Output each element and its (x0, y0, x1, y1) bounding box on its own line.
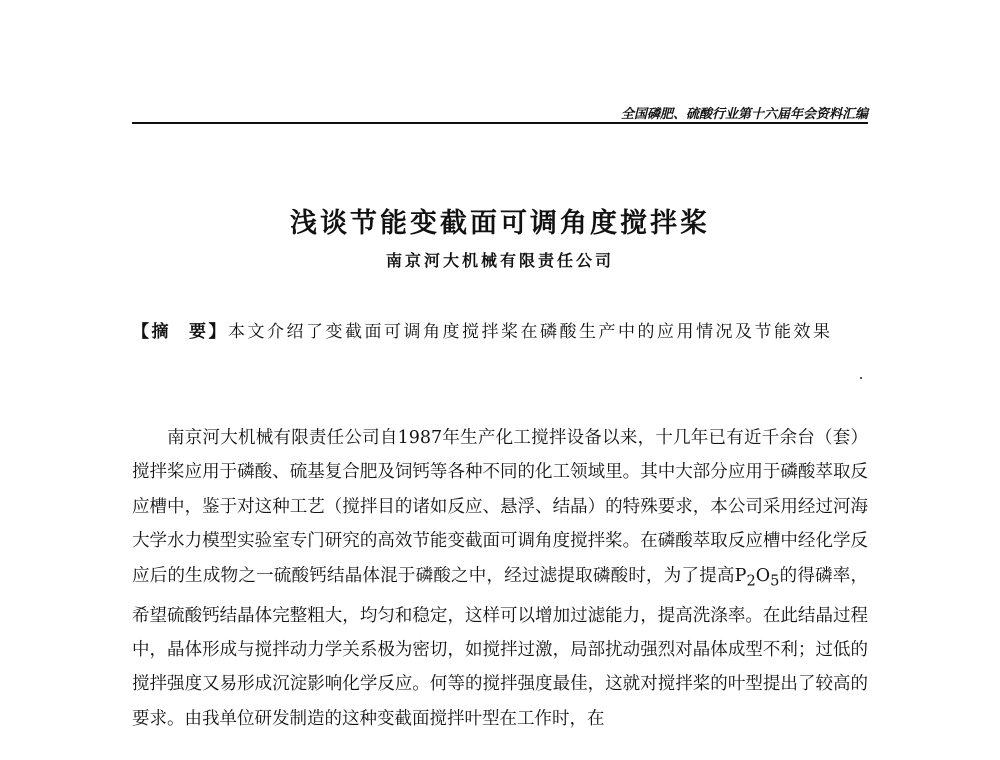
formula-p2o5 (734, 565, 780, 590)
abstract (132, 317, 867, 348)
scan-speck (860, 377, 862, 379)
running-header: 全国磷肥、硫酸行业第十六届年会资料汇编 (620, 107, 868, 122)
formula-p: P (734, 565, 747, 586)
abstract-text: 本文介绍了变截面可调角度搅拌桨在磷酸生产中的应用情况及节能效果 (228, 322, 833, 342)
article-title: 浅谈节能变截面可调角度搅拌桨 (290, 208, 710, 239)
article-author: 南京河大机械有限责任公司 (385, 251, 614, 270)
body-paragraph (132, 421, 868, 736)
body-text-part-2: 的得磷率，希望硫酸钙结晶体完整粗大，均匀和稳定，这样可以增加过滤能力，提高洗涤率。在此结晶过程中，晶体形成与搅拌动力学关系极为密切，如搅拌过激，局部扰动强烈对晶体成型不利；过低的搅拌强度又易形成沉淀影响化学反应。何等的搅拌强度最佳，这就对搅拌桨的叶型提出了较高的要求。由我单位研发制造的这种变截面搅拌叶型在工作时，在 (132, 565, 869, 729)
body-text-part-1: 南京河大机械有限责任公司自1987年生产化工搅拌设备以来，十几年已有近千余台（套）搅拌桨应用于磷酸、硫基复合肥及饲钙等各种不同的化工领域里。其中大部分应用于磷酸萃取反应槽中，鉴于对这种工艺（搅拌目的诸如反应、悬浮、结晶）的特殊要求，本公司采用经过河海大学水力模型实验室专门研究的高效节能变截面可调角度搅拌桨。在磷酸萃取反应槽中经化学反应后的生成物之一硫酸钙结晶体混于磷酸之中，经过滤提取磷酸时，为了提高 (132, 428, 868, 586)
header-rule (132, 122, 868, 124)
abstract-label-close: 要】 (189, 322, 228, 342)
formula-o-subscript: 5 (770, 572, 780, 590)
formula-o: O (755, 565, 771, 586)
formula-p-subscript: 2 (746, 572, 756, 590)
abstract-label-open: 【摘 (132, 322, 171, 342)
